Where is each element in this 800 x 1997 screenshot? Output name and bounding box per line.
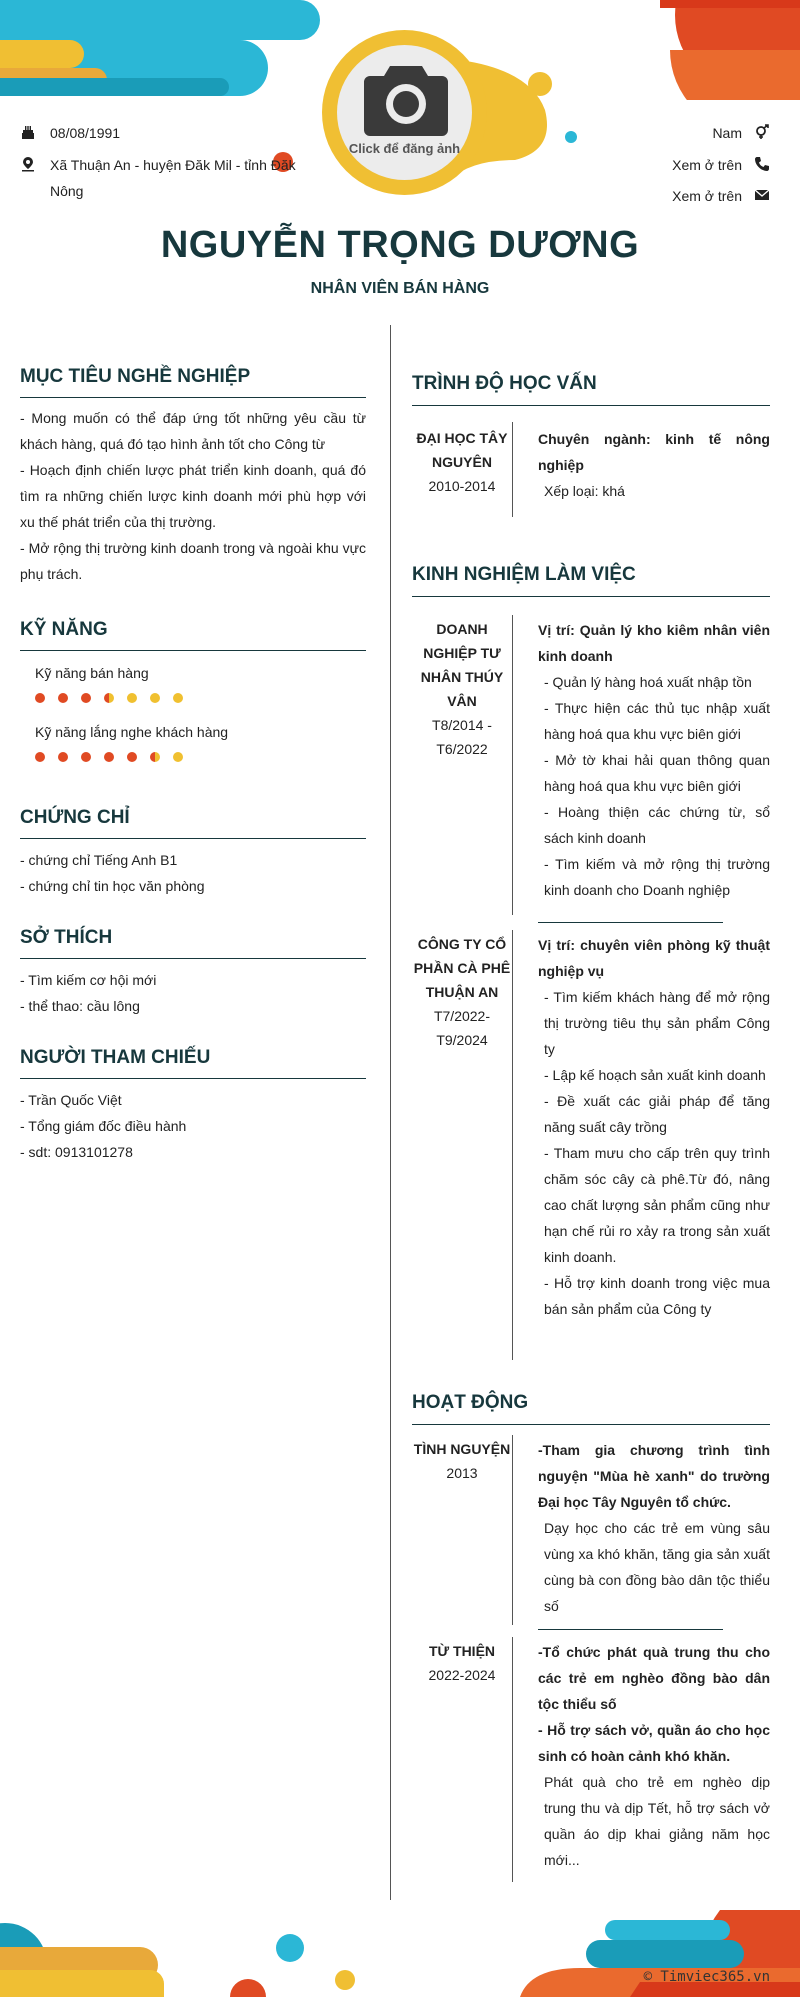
skill-1-name: Kỹ năng bán hàng	[35, 665, 149, 681]
exp-2-duty: - Lập kế hoạch sản xuất kinh doanh	[544, 1067, 766, 1083]
act-2-vline	[512, 1637, 513, 1882]
job-title: NHÂN VIÊN BÁN HÀNG	[310, 280, 490, 297]
exp-1-vline	[512, 615, 513, 915]
certificate-1: - chứng chỉ Tiếng Anh B1	[20, 852, 178, 868]
photo-upload-label[interactable]: Click để đăng ảnh	[348, 141, 461, 156]
act-1-name: TÌNH NGUYỆN	[413, 1441, 511, 1457]
exp-1-period: T8/2014 - T6/2022	[432, 717, 492, 757]
rating-dot	[173, 752, 183, 762]
gender-row	[560, 120, 770, 146]
school-name: ĐẠI HỌC TÂY NGUYÊN	[416, 430, 508, 470]
objective-line-2: - Hoạch định chiến lược phát triển kinh doanh, quá đó tìm ra những chiến lược kinh doanh mới phù hợp với xu thế phát triển của thị trường.	[20, 462, 366, 530]
education-major: Chuyên ngành: kinh tế nông nghiệp	[538, 431, 770, 473]
exp-1-company-block	[412, 617, 512, 761]
act-2-period: 2022-2024	[428, 1667, 496, 1683]
education-vline	[512, 422, 513, 517]
act-1-details	[538, 1437, 770, 1619]
rating-dot	[58, 752, 68, 762]
education-line	[412, 405, 770, 406]
exp-separator	[538, 922, 723, 923]
exp-2-vline	[512, 930, 513, 1360]
phone-row	[560, 152, 770, 178]
exp-1-duty: - Hoàng thiện các chứng từ, sổ sách kinh doanh	[544, 804, 770, 846]
act-2-detail: Phát quà cho trẻ em nghèo dịp trung thu và dịp Tết, hỗ trợ sách vở quần áo dịp khai giảng năm học mới...	[544, 1774, 770, 1868]
reference-1: - Trần Quốc Việt	[20, 1092, 122, 1108]
top-right-decoration	[660, 0, 800, 100]
exp-2-details	[538, 932, 770, 1322]
cake-icon	[20, 124, 36, 140]
exp-2-duty: - Tham mưu cho cấp trên quy trình chăm sóc cây cà phê.Từ đó, nâng cao chất lượng sản phẩm cũng như hạn chế rủi ro xảy ra trong sản xuất kinh doanh.	[544, 1145, 770, 1265]
rating-dot	[127, 752, 137, 762]
rating-dot	[81, 752, 91, 762]
exp-1-details	[538, 617, 770, 903]
exp-1-company: DOANH NGHIỆP TƯ NHÂN THÚY VÂN	[420, 621, 504, 709]
rating-dot	[173, 693, 183, 703]
act-1-name-block	[412, 1437, 512, 1485]
objective-line	[20, 397, 366, 398]
act-2-name-block	[412, 1639, 512, 1687]
skills-title: KỸ NĂNG	[20, 619, 108, 640]
act-2-details	[538, 1639, 770, 1873]
exp-2-company-block	[412, 932, 512, 1052]
skills-line	[20, 650, 366, 651]
rating-dot	[81, 693, 91, 703]
hobbies-line	[20, 958, 366, 959]
education-grade: Xếp loại: khá	[544, 483, 625, 499]
act-1-period: 2013	[446, 1465, 478, 1481]
education-school-block	[412, 426, 512, 498]
act-2-headline: -Tổ chức phát quà trung thu cho các trẻ em nghèo đồng bào dân tộc thiểu số	[538, 1644, 770, 1712]
references-title: NGƯỜI THAM CHIẾU	[20, 1047, 211, 1068]
bottom-left-decoration	[0, 1910, 360, 1997]
certificates-line	[20, 838, 366, 839]
objective-title: MỤC TIÊU NGHỀ NGHIỆP	[20, 366, 251, 387]
phone-icon	[754, 156, 770, 172]
experience-title: KINH NGHIỆM LÀM VIỆC	[412, 564, 636, 585]
reference-3: - sdt: 0913101278	[20, 1144, 133, 1160]
address-row	[20, 152, 302, 204]
objective-line-3: - Mở rộng thị trường kinh doanh trong và ngoài khu vực phụ trách.	[20, 540, 366, 582]
column-divider	[390, 325, 391, 1900]
hobbies-text	[20, 967, 366, 1019]
rating-dot	[150, 752, 160, 762]
hobby-2: - thể thao: cầu lông	[20, 998, 140, 1014]
birthday-value: 08/08/1991	[50, 125, 121, 141]
rating-dot	[104, 752, 114, 762]
certificates-text	[20, 847, 366, 899]
rating-dot	[35, 693, 45, 703]
hobbies-title: SỞ THÍCH	[20, 927, 113, 948]
camera-icon	[362, 60, 450, 138]
exp-1-duty: - Quản lý hàng hoá xuất nhập tồn	[544, 674, 752, 690]
certificates-title: CHỨNG CHỈ	[20, 807, 130, 828]
exp-2-position: Vị trí: chuyên viên phòng kỹ thuật nghiệp vụ	[538, 937, 770, 979]
education-details	[538, 426, 770, 504]
gender-icon	[754, 124, 770, 140]
exp-2-duty: - Đề xuất các giải pháp để tăng năng suất cây trồng	[544, 1093, 770, 1135]
skill-2-rating	[35, 752, 196, 762]
skill-1-rating	[35, 693, 196, 703]
objective-line-1: - Mong muốn có thể đáp ứng tốt những yêu cầu từ khách hàng, quá đó tạo hình ảnh tốt cho Công từ	[20, 410, 366, 452]
skill-2-name: Kỹ năng lắng nghe khách hàng	[35, 724, 229, 740]
email-icon	[754, 187, 770, 203]
education-title: TRÌNH ĐỘ HỌC VẤN	[412, 373, 597, 394]
phone-value: Xem ở trên	[672, 157, 742, 173]
location-pin-icon	[20, 156, 36, 172]
address-value: Xã Thuận An - huyện Đăk Mil - tỉnh Đăk Nông	[50, 157, 296, 199]
references-line	[20, 1078, 366, 1079]
candidate-name: NGUYỄN TRỌNG DƯƠNG	[160, 224, 640, 266]
experience-line	[412, 596, 770, 597]
act-separator	[538, 1629, 723, 1630]
act-2-name: TỪ THIỆN	[428, 1643, 496, 1659]
exp-1-duty: - Tìm kiếm và mở rộng thị trường kinh doanh cho Doanh nghiệp	[544, 856, 770, 898]
hobby-1: - Tìm kiếm cơ hội mới	[20, 972, 157, 988]
exp-2-duty: - Hỗ trợ kinh doanh trong việc mua bán sản phẩm của Công ty	[544, 1275, 770, 1317]
rating-dot	[104, 693, 114, 703]
education-period: 2010-2014	[428, 478, 496, 494]
exp-2-duty: - Tìm kiếm khách hàng để mở rộng thị trường tiêu thụ sản phẩm Công ty	[544, 989, 770, 1057]
email-row	[560, 183, 770, 209]
top-left-decoration	[0, 0, 320, 110]
activities-line	[412, 1424, 770, 1425]
gender-value: Nam	[712, 125, 742, 141]
objective-text	[20, 405, 366, 587]
birthday-row	[20, 120, 300, 146]
act-1-detail: Dạy học cho các trẻ em vùng sâu vùng xa khó khăn, tăng gia sản xuất cùng bà con đồng bào dân tộc thiểu số	[544, 1520, 770, 1614]
act-2-headline-2: - Hỗ trợ sách vở, quần áo cho học sinh có hoàn cảnh khó khăn.	[538, 1722, 770, 1764]
rating-dot	[150, 693, 160, 703]
email-value: Xem ở trên	[672, 188, 742, 204]
activities-title: HOẠT ĐỘNG	[412, 1392, 529, 1413]
certificate-2: - chứng chỉ tin học văn phòng	[20, 878, 205, 894]
rating-dot	[127, 693, 137, 703]
act-1-headline: -Tham gia chương trình tình nguyện "Mùa hè xanh" do trường Đại học Tây Nguyên tổ chức.	[538, 1442, 770, 1510]
rating-dot	[35, 752, 45, 762]
footer-watermark: © Timviec365.vn	[643, 1969, 770, 1985]
rating-dot	[58, 693, 68, 703]
exp-1-duty: - Thực hiện các thủ tục nhập xuất hàng hoá qua khu vực biên giới	[544, 700, 770, 742]
exp-2-period: T7/2022- T9/2024	[433, 1008, 491, 1048]
exp-2-company: CÔNG TY CỔ PHẦN CÀ PHÊ THUẬN AN	[413, 936, 511, 1000]
reference-2: - Tổng giám đốc điều hành	[20, 1118, 187, 1134]
exp-1-position: Vị trí: Quản lý kho kiêm nhân viên kinh doanh	[538, 622, 770, 664]
references-text	[20, 1087, 366, 1165]
exp-1-duty: - Mở tờ khai hải quan thông quan hàng hoá qua khu vực biên giới	[544, 752, 770, 794]
act-1-vline	[512, 1435, 513, 1625]
